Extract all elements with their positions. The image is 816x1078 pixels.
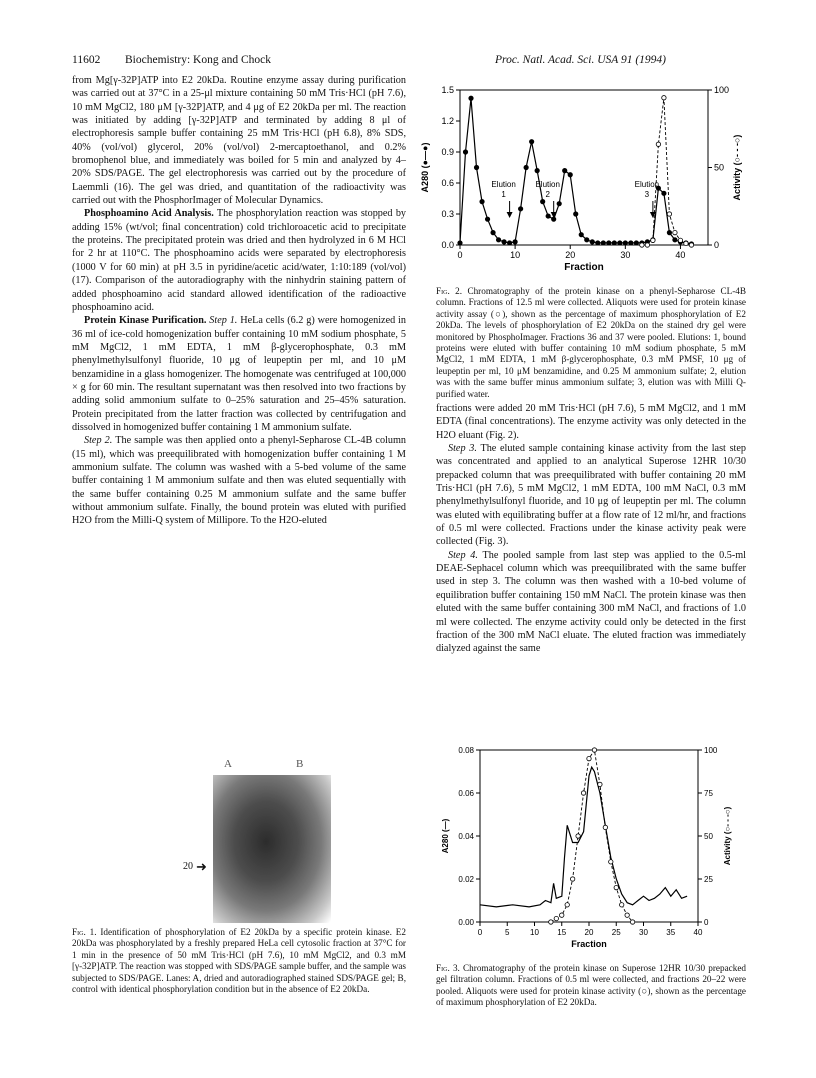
paragraph — [436, 442, 746, 549]
x-tick-label: 10 — [510, 250, 521, 260]
absorbance-point — [557, 201, 561, 205]
x-tick-label: 40 — [675, 250, 686, 260]
section-heading: Protein Kinase Purification. — [84, 315, 207, 327]
y2-tick-label: 50 — [714, 162, 725, 173]
y2-axis-label: Activity (○- - -○) — [732, 134, 742, 201]
activity-point — [554, 916, 558, 920]
x-tick-label: 20 — [584, 928, 594, 937]
absorbance-point — [463, 150, 467, 154]
paragraph-text: HeLa cells (6.2 g) were homogenized in 36 ml of ice-cold homogenization buffer containing 10 mM sodium phosphate, 5 mM MgCl2, 1 mM EDTA, 1 mM β-glycerophosphate, 0.3 mM phenylmethylsulfonyl fluoride, 10 μg of leupeptin per ml, and 10 μM benzamidine in a glass homogenizer. The homogenate was centrifuged at 100,000 × g for 60 min. The resultant supernatant was then resolved into two fractions by adding solid ammonium sulfate to 0–25% saturation and 25–45% saturation. Protein precipitated from the latter fraction was collected by centrifugation and dissolved in homogenized buffer containing 1 M ammonium sulfate. — [72, 315, 406, 433]
elution-label: Elution — [491, 180, 516, 189]
activity-line — [551, 750, 633, 922]
absorbance-point — [535, 168, 539, 172]
absorbance-point — [546, 214, 550, 218]
figure-3-caption — [436, 963, 746, 1009]
activity-point — [576, 834, 580, 838]
x-tick-label: 15 — [557, 928, 567, 937]
activity-point — [609, 860, 613, 864]
absorbance-point — [518, 207, 522, 211]
absorbance-point — [485, 217, 489, 221]
absorbance-point — [568, 173, 572, 177]
absorbance-point — [667, 230, 671, 234]
activity-point — [614, 885, 618, 889]
absorbance-point — [458, 241, 462, 245]
plot-frame — [460, 90, 708, 245]
figure-3-chart — [420, 738, 750, 956]
y-tick-label: 0.6 — [441, 178, 454, 188]
y2-tick-label: 0 — [714, 240, 720, 250]
caption-label: Fig. 3. — [436, 963, 460, 973]
activity-point — [673, 230, 677, 234]
right-column — [436, 402, 746, 656]
x-tick-label: 10 — [530, 928, 539, 937]
elution-number: 2 — [545, 190, 550, 199]
paragraph-text: The phosphorylation reaction was stopped by adding 15% (wt/vol; final concentration) cold trichloroacetic acid to precipitate the proteins. The precipitated protein was dried and then hydrolyzed in 6 M HCl for 2 hr at 110°C. The phosphoamino acids were separated by electrophoresis (1000 V for 60 min) at pH 3.5 in pyridine/acetic acid/water, 1:10:189 (vol/vol) (17). Comparison of the autoradiography with the ninhydrin staining pattern of added phosphoamino acid standard allowed identification of the radioactive phosphoamino acid. — [72, 208, 407, 313]
paragraph — [436, 549, 746, 656]
absorbance-point — [480, 199, 484, 203]
figure-2-chart — [420, 82, 750, 282]
absorbance-point — [585, 238, 589, 242]
absorbance-point — [596, 241, 600, 245]
elution-arrow-icon — [507, 212, 513, 218]
caption-label: Fig. 1. — [72, 927, 97, 937]
x-tick-label: 40 — [693, 928, 703, 937]
activity-point — [651, 238, 655, 242]
x-axis-label: Fraction — [571, 939, 607, 949]
y-tick-label: 0.08 — [458, 746, 474, 755]
absorbance-point — [496, 238, 500, 242]
absorbance-point — [491, 230, 495, 234]
y-axis-label: A280 (●—●) — [420, 142, 430, 193]
activity-point — [587, 756, 591, 760]
y-tick-label: 0.9 — [441, 147, 454, 157]
x-tick-label: 35 — [666, 928, 676, 937]
absorbance-point — [469, 96, 473, 100]
elution-label: Elution — [535, 180, 560, 189]
activity-point — [640, 243, 644, 247]
paragraph — [72, 314, 406, 434]
left-column — [72, 74, 406, 528]
gel-marker-label: 20 — [183, 861, 193, 872]
y-tick-label: 0.0 — [441, 240, 454, 250]
gel-lane-a-label: A — [224, 758, 232, 770]
absorbance-point — [673, 238, 677, 242]
absorbance-point — [563, 168, 567, 172]
y-tick-label: 0.04 — [458, 832, 474, 841]
elution-label: Elution — [634, 180, 660, 189]
caption-text: Chromatography of the protein kinase on a phenyl-Sepharose CL-4B column. Fractions of 12.5 ml were collected. Aliquots were used for protein kinase activity assay (○), shown as the percentage of maximum phosphorylation of E2 20kDa. The levels of phosphorylation of E2 20kDa on the stained dry gel were monitored by PhosphoImager. Fractions 36 and 37 were pooled. Elutions: 1, bound proteins were eluted with buffer containing 10 mM sodium phosphate, 5 mM MgCl2, 1 mM EDTA, 1 mM β-glycerophosphate, 0.3 mM PMSF, 10 μg of leupeptin per ml, 10 μM benzamidine, and 0.25 M ammonium sulfate; 2, elution was with the same buffer minus ammonium sulfate; 3, elution was with Milli Q-purified water. — [436, 286, 746, 399]
x-tick-label: 0 — [477, 928, 483, 937]
paragraph-text: The eluted sample containing kinase activity from the last step was concentrated and applied to an analytical Superose 12HR 10/30 prepacked column that was preequilibrated with buffer containing 20 mM Tris·HCl (pH 7.6), 5 mM MgCl2, 1 mM EDTA, 100 mM NaCl, 0.3 mM phenylmethylsulfonyl fluoride, and 10 μg of leupeptin per ml. The column was eluted with equilibrating buffer at a flow rate of 12 ml/hr, and fractions of 0.5 ml were collected. Fractions under the kinase activity peak were collected (Fig. 3). — [436, 443, 746, 548]
x-tick-label: 0 — [457, 250, 463, 260]
activity-point — [684, 241, 688, 245]
activity-point — [656, 142, 660, 146]
y2-tick-label: 100 — [714, 85, 730, 95]
figure-1-caption — [72, 927, 406, 995]
activity-point — [645, 243, 649, 247]
activity-line — [642, 98, 692, 245]
step-label: Step 1. — [206, 315, 238, 327]
absorbance-point — [618, 241, 622, 245]
page-number: 11602 — [72, 54, 101, 66]
figure-2-caption — [436, 286, 746, 400]
step-label: Step 2. — [84, 435, 113, 447]
section-heading: Phosphoamino Acid Analysis. — [84, 208, 214, 220]
activity-point — [625, 913, 629, 917]
y2-axis-label: Activity (○- - -○) — [723, 806, 732, 866]
absorbance-point — [612, 241, 616, 245]
absorbance-point — [590, 240, 594, 244]
activity-point — [620, 903, 624, 907]
absorbance-point — [629, 241, 633, 245]
y2-tick-label: 100 — [704, 746, 718, 755]
absorbance-point — [524, 165, 528, 169]
y2-tick-label: 25 — [704, 875, 713, 884]
absorbance-point — [662, 191, 666, 195]
activity-point — [560, 913, 564, 917]
x-tick-label: 25 — [611, 928, 621, 937]
paragraph — [72, 207, 406, 314]
paragraph-text: The pooled sample from last step was applied to the 0.5-ml DEAE-Sephacel column which was preequilibrated with the same buffer used in step 3. The column was then washed with a 10-bed volume of equilibration buffer containing 150 mM NaCl. The protein kinase was then eluted with the same buffer containing 300 mM NaCl, and fractions of 1.0 ml were collected. The enzyme activity could only be detected in the first fraction of the 300 mM NaCl eluate. The eluted fraction was immediately dialyzed against the same — [436, 549, 746, 655]
elution-number: 3 — [644, 190, 650, 199]
x-tick-label: 30 — [620, 250, 631, 260]
y-tick-label: 0.00 — [458, 918, 474, 927]
x-tick-label: 20 — [565, 250, 576, 260]
activity-point — [689, 243, 693, 247]
absorbance-point — [474, 165, 478, 169]
activity-point — [581, 791, 585, 795]
gel-image — [213, 775, 331, 923]
absorbance-line — [480, 767, 687, 907]
y-tick-label: 0.3 — [441, 209, 454, 219]
absorbance-point — [634, 241, 638, 245]
activity-point — [549, 920, 553, 924]
absorbance-point — [579, 232, 583, 236]
activity-point — [570, 877, 574, 881]
caption-text: Identification of phosphorylation of E2 20kDa by a specific protein kinase. E2 20kDa was phosphorylated by a freshly prepared HeLa cell cytosolic fraction at 37°C for 1 min in the presence of 50 mM Tris·HCl (pH 7.6), 10 mM MgCl2, and 0.3 mM [γ-32P]ATP. The reaction was stopped with SDS/PAGE sample buffer, and the sample was subjected to SDS/PAGE. Lanes: A, dried and autoradiographed stained SDS/PAGE gel; B, control with identical phosphorylation condition but in the absence of E2 20kDa. — [72, 927, 406, 995]
y2-tick-label: 50 — [704, 832, 713, 841]
journal-citation: Proc. Natl. Acad. Sci. USA 91 (1994) — [495, 54, 666, 66]
absorbance-point — [507, 241, 511, 245]
y-tick-label: 0.02 — [458, 875, 474, 884]
absorbance-point — [513, 240, 517, 244]
absorbance-point — [574, 212, 578, 216]
absorbance-point — [623, 241, 627, 245]
gel-marker-arrow-icon: ➜ — [196, 859, 207, 874]
absorbance-point — [502, 240, 506, 244]
x-tick-label: 5 — [505, 928, 510, 937]
step-label: Step 3. — [448, 443, 477, 455]
y-tick-label: 1.5 — [441, 85, 454, 95]
activity-point — [662, 96, 666, 100]
activity-point — [565, 903, 569, 907]
paragraph — [72, 434, 406, 527]
activity-point — [592, 748, 596, 752]
paragraph: from Mg[γ-32P]ATP into E2 20kDa. Routine enzyme assay during purification was carried out at 37°C in a 25-μl mixture containing 50 mM Tris·HCl (pH 7.6), 10 mM MgCl2, 180 μM [γ-32P]ATP, and 4 μg of E2 20kDa per ml. The reaction was initiated by adding [γ-32P]ATP and terminated by adding 8 μl of electrophoresis sample buffer containing 25 mM Tris·HCl (pH 6.8), 8% SDS, 40% (vol/vol) glycerol, 20% (vol/vol) 2-mercaptoethanol, and 0.2% bromophenol blue, and immediately was boiled for 5 min and analyzed by 4–20% SDS/PAGE. The gel electrophoresis was carried out by the procedure of Laemmli (16). The gel was dried, and quantitation of the radioactivity was carried out with the PhosphorImager of Molecular Dynamics. — [72, 75, 406, 207]
y-tick-label: 1.2 — [441, 116, 454, 126]
absorbance-point — [601, 241, 605, 245]
caption-text: Chromatography of the protein kinase on Superose 12HR 10/30 prepacked gel filtration column. Fractions of 0.5 ml were collected, and fractions 20–22 were pooled. Aliquots were used for protein kinase activity (○), shown as the percentage of maximum phosphorylation of E2 20kDa. — [436, 963, 746, 1008]
gel-lane-b-label: B — [296, 758, 304, 770]
y2-tick-label: 75 — [704, 789, 713, 798]
y2-tick-label: 0 — [704, 918, 709, 927]
activity-point — [678, 238, 682, 242]
x-axis-label: Fraction — [564, 262, 604, 273]
absorbance-point — [529, 139, 533, 143]
y-axis-label: A280 (—) — [441, 818, 450, 854]
step-label: Step 4. — [448, 549, 478, 561]
x-tick-label: 30 — [639, 928, 648, 937]
activity-point — [630, 920, 634, 924]
paragraph: fractions were added 20 mM Tris·HCl (pH 7.6), 5 mM MgCl2, and 1 mM EDTA (final concentrations). The enzyme activity was only detected in the H2O eluant (Fig. 2). — [436, 403, 746, 441]
running-title: Biochemistry: Kong and Chock — [125, 54, 271, 66]
activity-point — [603, 825, 607, 829]
y-tick-label: 0.06 — [458, 789, 474, 798]
absorbance-point — [607, 241, 611, 245]
activity-point — [598, 782, 602, 786]
elution-number: 1 — [501, 190, 506, 199]
activity-point — [667, 212, 671, 216]
paragraph-text: The sample was then applied onto a phenyl-Sepharose CL-4B column (15 ml), which was preequilibrated with homogenization buffer containing 1 M ammonium sulfate. The column was washed with a 5-bed volume of the same buffer containing 1 M ammonium sulfate and then was eluted sequentially with the same buffer containing 0.25 M ammonium sulfate and the same buffer without ammonium sulfate. Finally, the bound protein was eluted with purified H2O from the Milli-Q system of Millipore. To the H2O-eluted — [72, 435, 406, 527]
caption-label: Fig. 2. — [436, 286, 463, 296]
absorbance-point — [540, 199, 544, 203]
